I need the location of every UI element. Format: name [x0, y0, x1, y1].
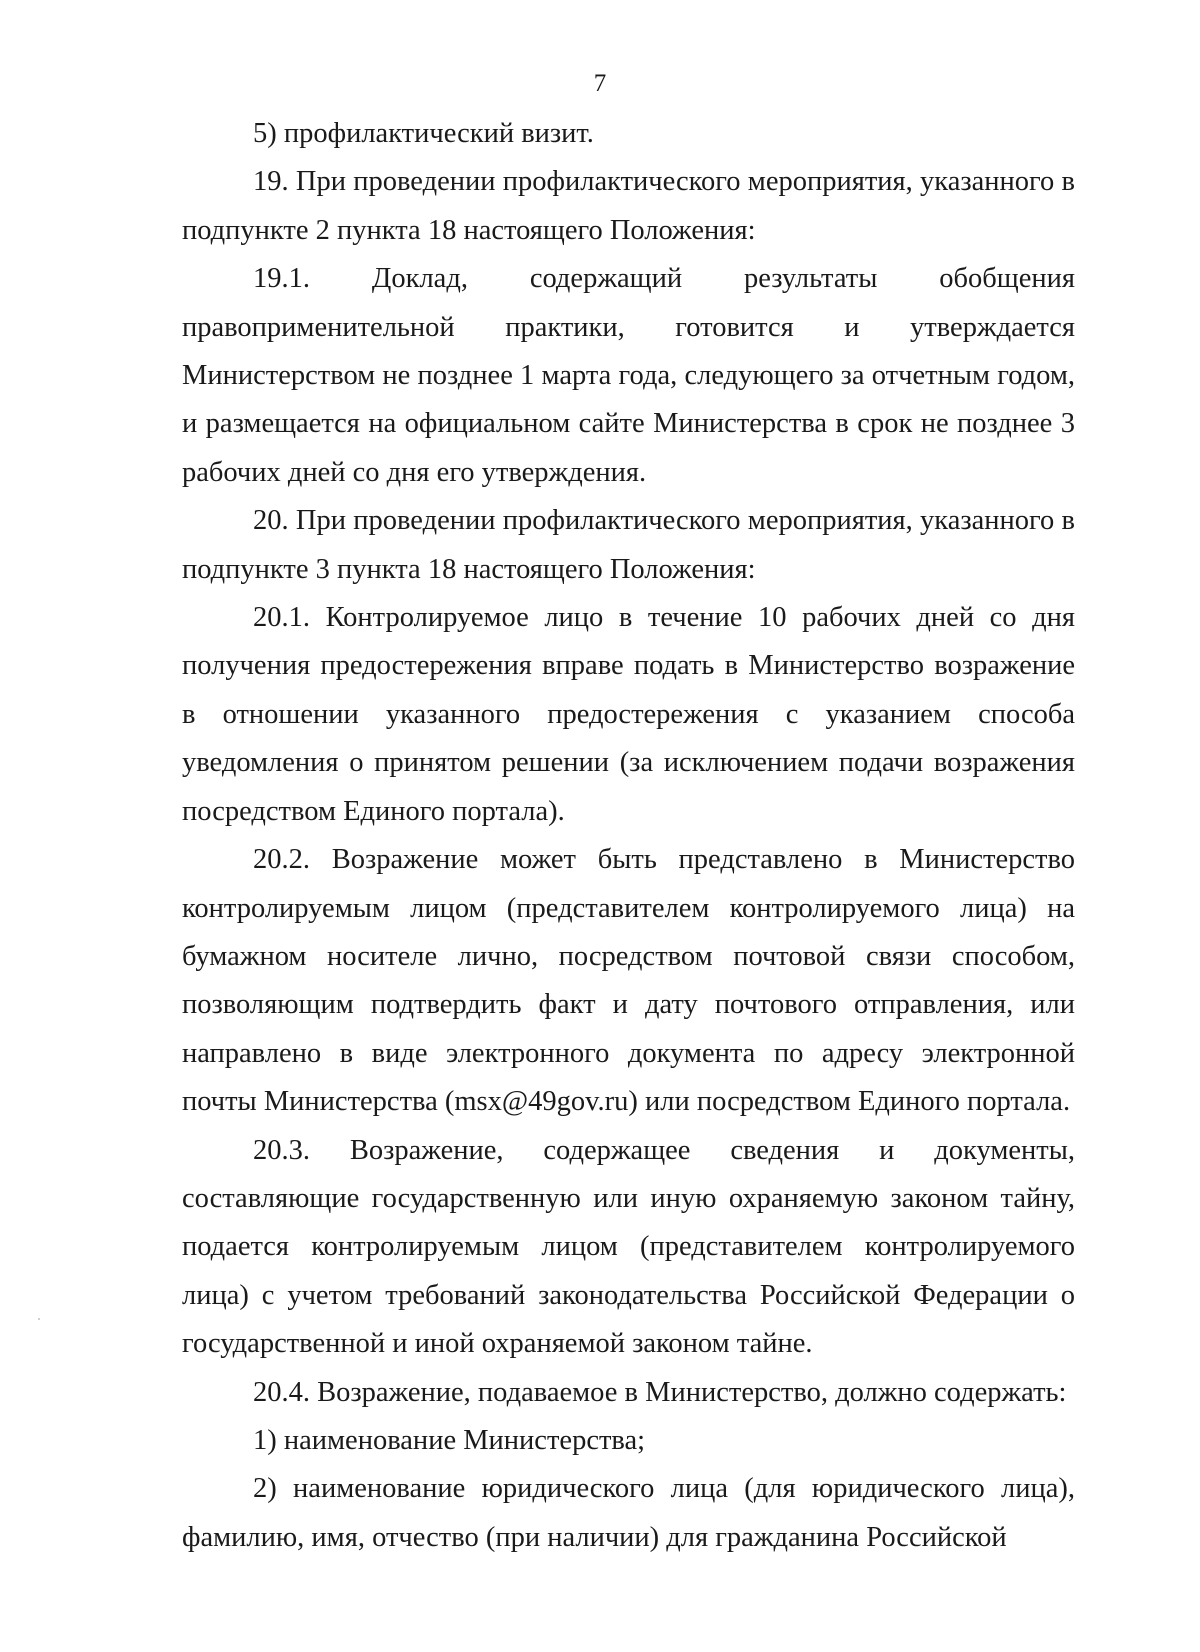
paragraph-item-2: 2) наименование юридического лица (для юридического лица), фамилию, имя, отчество (при наличии) для гражданина Российской [182, 1473, 1075, 1553]
paragraph-20-3: 20.3. Возражение, содержащее сведения и документы, составляющие государственную или иную охраняемую законом тайну, подается контролируемым лицом (представителем контролируемого лица) с учетом требований законодательства Российской Федерации о государственной и иной охраняемой законом тайне. [182, 1134, 1075, 1360]
paragraph-19-1: 19.1. Доклад, содержащий результаты обобщения правоприменительной практики, готовится и утверждается Министерством не позднее 1 марта года, следующего за отчетным годом, и размещается на официальном сайте Министерства в срок не позднее 3 рабочих дней со дня его утверждения. [182, 263, 1075, 488]
paragraph-20: 20. При проведении профилактического мероприятия, указанного в подпункте 3 пункта 18 настоящего Положения: [182, 505, 1075, 585]
paragraph-20-4: 20.4. Возражение, подаваемое в Министерство, должно содержать: [253, 1376, 1067, 1408]
paragraph-20-2: 20.2. Возражение может быть представлено в Министерство контролируемым лицом (представителем контролируемого лица) на бумажном носителе лично, посредством почтовой связи способом, позволяющим подтвердить факт и дату почтового отправления, или направлено в виде электронного документа по адресу электронной почты Министерства (msx@49gov.ru) или посредством Единого портала. [182, 844, 1075, 1118]
scan-artifact [38, 1318, 40, 1320]
paragraph-item-1: 1) наименование Министерства; [253, 1424, 646, 1456]
paragraph-item-5: 5) профилактический визит. [253, 118, 594, 149]
page-number: 7 [593, 70, 607, 97]
paragraph-20-1: 20.1. Контролируемое лицо в течение 10 рабочих дней со дня получения предостережения вправе подать в Министерство возражение в отношении указанного предостережения с указанием способа уведомления о принятом решении (за исключением подачи возражения посредством Единого портала). [182, 602, 1075, 827]
paragraph-19: 19. При проведении профилактического мероприятия, указанного в подпункте 2 пункта 18 настоящего Положения: [182, 166, 1075, 246]
document-body [182, 110, 1075, 1562]
